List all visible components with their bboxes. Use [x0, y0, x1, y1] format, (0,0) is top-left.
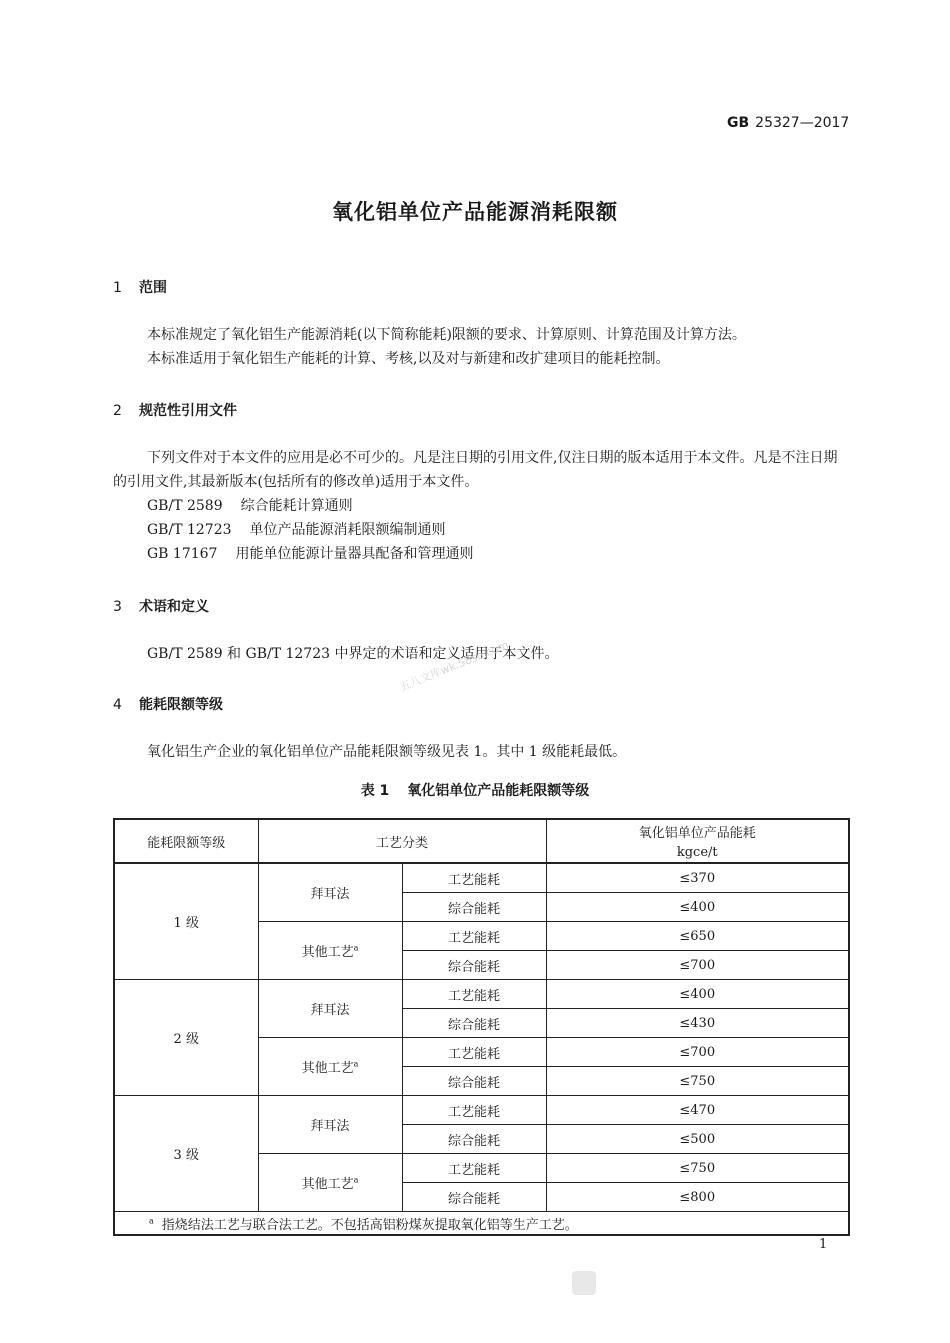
grade-cell: 3 级 — [114, 1096, 258, 1212]
limit-value-cell: ≤430 — [546, 1009, 849, 1038]
consumption-type-cell: 综合能耗 — [402, 951, 546, 980]
section-1-paragraph-2: 本标准适用于氧化铝生产能耗的计算、考核,以及对与新建和改扩建项目的能耗控制。 — [147, 351, 670, 367]
document-title: 氧化铝单位产品能源消耗限额 — [332, 200, 618, 224]
method-cell: 其他工艺$^a$ — [258, 1038, 402, 1096]
section-1-heading: 1 范围 — [113, 280, 167, 296]
limit-value-cell: ≤370 — [546, 863, 849, 893]
footnote-mark: a — [353, 943, 359, 953]
method-cell: 拜耳法 — [258, 1096, 402, 1154]
section-4-heading: 4 能耗限额等级 — [113, 697, 223, 713]
section-4-paragraph: 氧化铝生产企业的氧化铝单位产品能耗限额等级见表 1。其中 1 级能耗最低。 — [147, 744, 627, 760]
method-cell: 其他工艺$^a$ — [258, 922, 402, 980]
standard-code: GB 25327—2017 — [727, 115, 850, 131]
table-row — [114, 980, 849, 1009]
grade-cell: 2 级 — [114, 980, 258, 1096]
section-2-heading: 2 规范性引用文件 — [113, 403, 237, 419]
energy-limit-table — [113, 818, 850, 1236]
consumption-type-cell: 综合能耗 — [402, 1067, 546, 1096]
limit-value-cell: ≤400 — [546, 893, 849, 922]
limit-value-cell: ≤470 — [546, 1096, 849, 1125]
limit-value-cell: ≤750 — [546, 1067, 849, 1096]
consumption-type-cell: 工艺能耗 — [402, 863, 546, 893]
consumption-type-cell: 工艺能耗 — [402, 1154, 546, 1183]
header-value: 氧化铝单位产品能耗 kgce/t — [546, 819, 849, 863]
table-row — [114, 863, 849, 893]
section-3-paragraph: GB/T 2589 和 GB/T 12723 中界定的术语和定义适用于本文件。 — [147, 646, 559, 662]
consumption-type-cell: 综合能耗 — [402, 893, 546, 922]
section-1-paragraph-1: 本标准规定了氧化铝生产能源消耗(以下简称能耗)限额的要求、计算原则、计算范围及计算方法。 — [147, 327, 746, 343]
page-number: 1 — [819, 1237, 828, 1252]
reference-item: GB 17167 用能单位能源计量器具配备和管理通则 — [147, 546, 474, 562]
limit-value-cell: ≤400 — [546, 980, 849, 1009]
method-cell: 拜耳法 — [258, 980, 402, 1038]
section-3-heading: 3 术语和定义 — [113, 599, 209, 615]
section-2-paragraph: 下列文件对于本文件的应用是必不可少的。凡是注日期的引用文件,仅注日期的版本适用于本文件。凡是不注日期的引用文件,其最新版本(包括所有的修改单)适用于本文件。 — [113, 450, 838, 490]
consumption-type-cell: 综合能耗 — [402, 1125, 546, 1154]
table-caption: 表 1 氧化铝单位产品能耗限额等级 — [360, 783, 590, 799]
table-row — [114, 1096, 849, 1125]
header-process: 工艺分类 — [258, 819, 546, 863]
limit-value-cell: ≤700 — [546, 1038, 849, 1067]
header-grade: 能耗限额等级 — [114, 819, 258, 863]
consumption-type-cell: 工艺能耗 — [402, 922, 546, 951]
limit-value-cell: ≤500 — [546, 1125, 849, 1154]
consumption-type-cell: 综合能耗 — [402, 1183, 546, 1212]
table-header-row — [114, 819, 849, 863]
reference-item: GB/T 12723 单位产品能源消耗限额编制通则 — [147, 522, 446, 538]
table-footnote: $^a$ 指烧结法工艺与联合法工艺。不包括高铝粉煤灰提取氧化铝等生产工艺。 — [114, 1212, 849, 1236]
footnote-mark: a — [353, 1059, 359, 1069]
limit-value-cell: ≤650 — [546, 922, 849, 951]
viewer-badge — [572, 1271, 596, 1295]
limit-value-cell: ≤750 — [546, 1154, 849, 1183]
consumption-type-cell: 工艺能耗 — [402, 1096, 546, 1125]
consumption-type-cell: 综合能耗 — [402, 1009, 546, 1038]
method-cell: 其他工艺$^a$ — [258, 1154, 402, 1212]
consumption-type-cell: 工艺能耗 — [402, 1038, 546, 1067]
consumption-type-cell: 工艺能耗 — [402, 980, 546, 1009]
footnote-mark: a — [353, 1175, 359, 1185]
table-footnote-row — [114, 1212, 849, 1236]
reference-item: GB/T 2589 综合能耗计算通则 — [147, 498, 353, 514]
grade-cell: 1 级 — [114, 863, 258, 980]
method-cell: 拜耳法 — [258, 863, 402, 922]
limit-value-cell: ≤700 — [546, 951, 849, 980]
limit-value-cell: ≤800 — [546, 1183, 849, 1212]
watermark: 五八文库wk.58so.com — [397, 638, 511, 694]
